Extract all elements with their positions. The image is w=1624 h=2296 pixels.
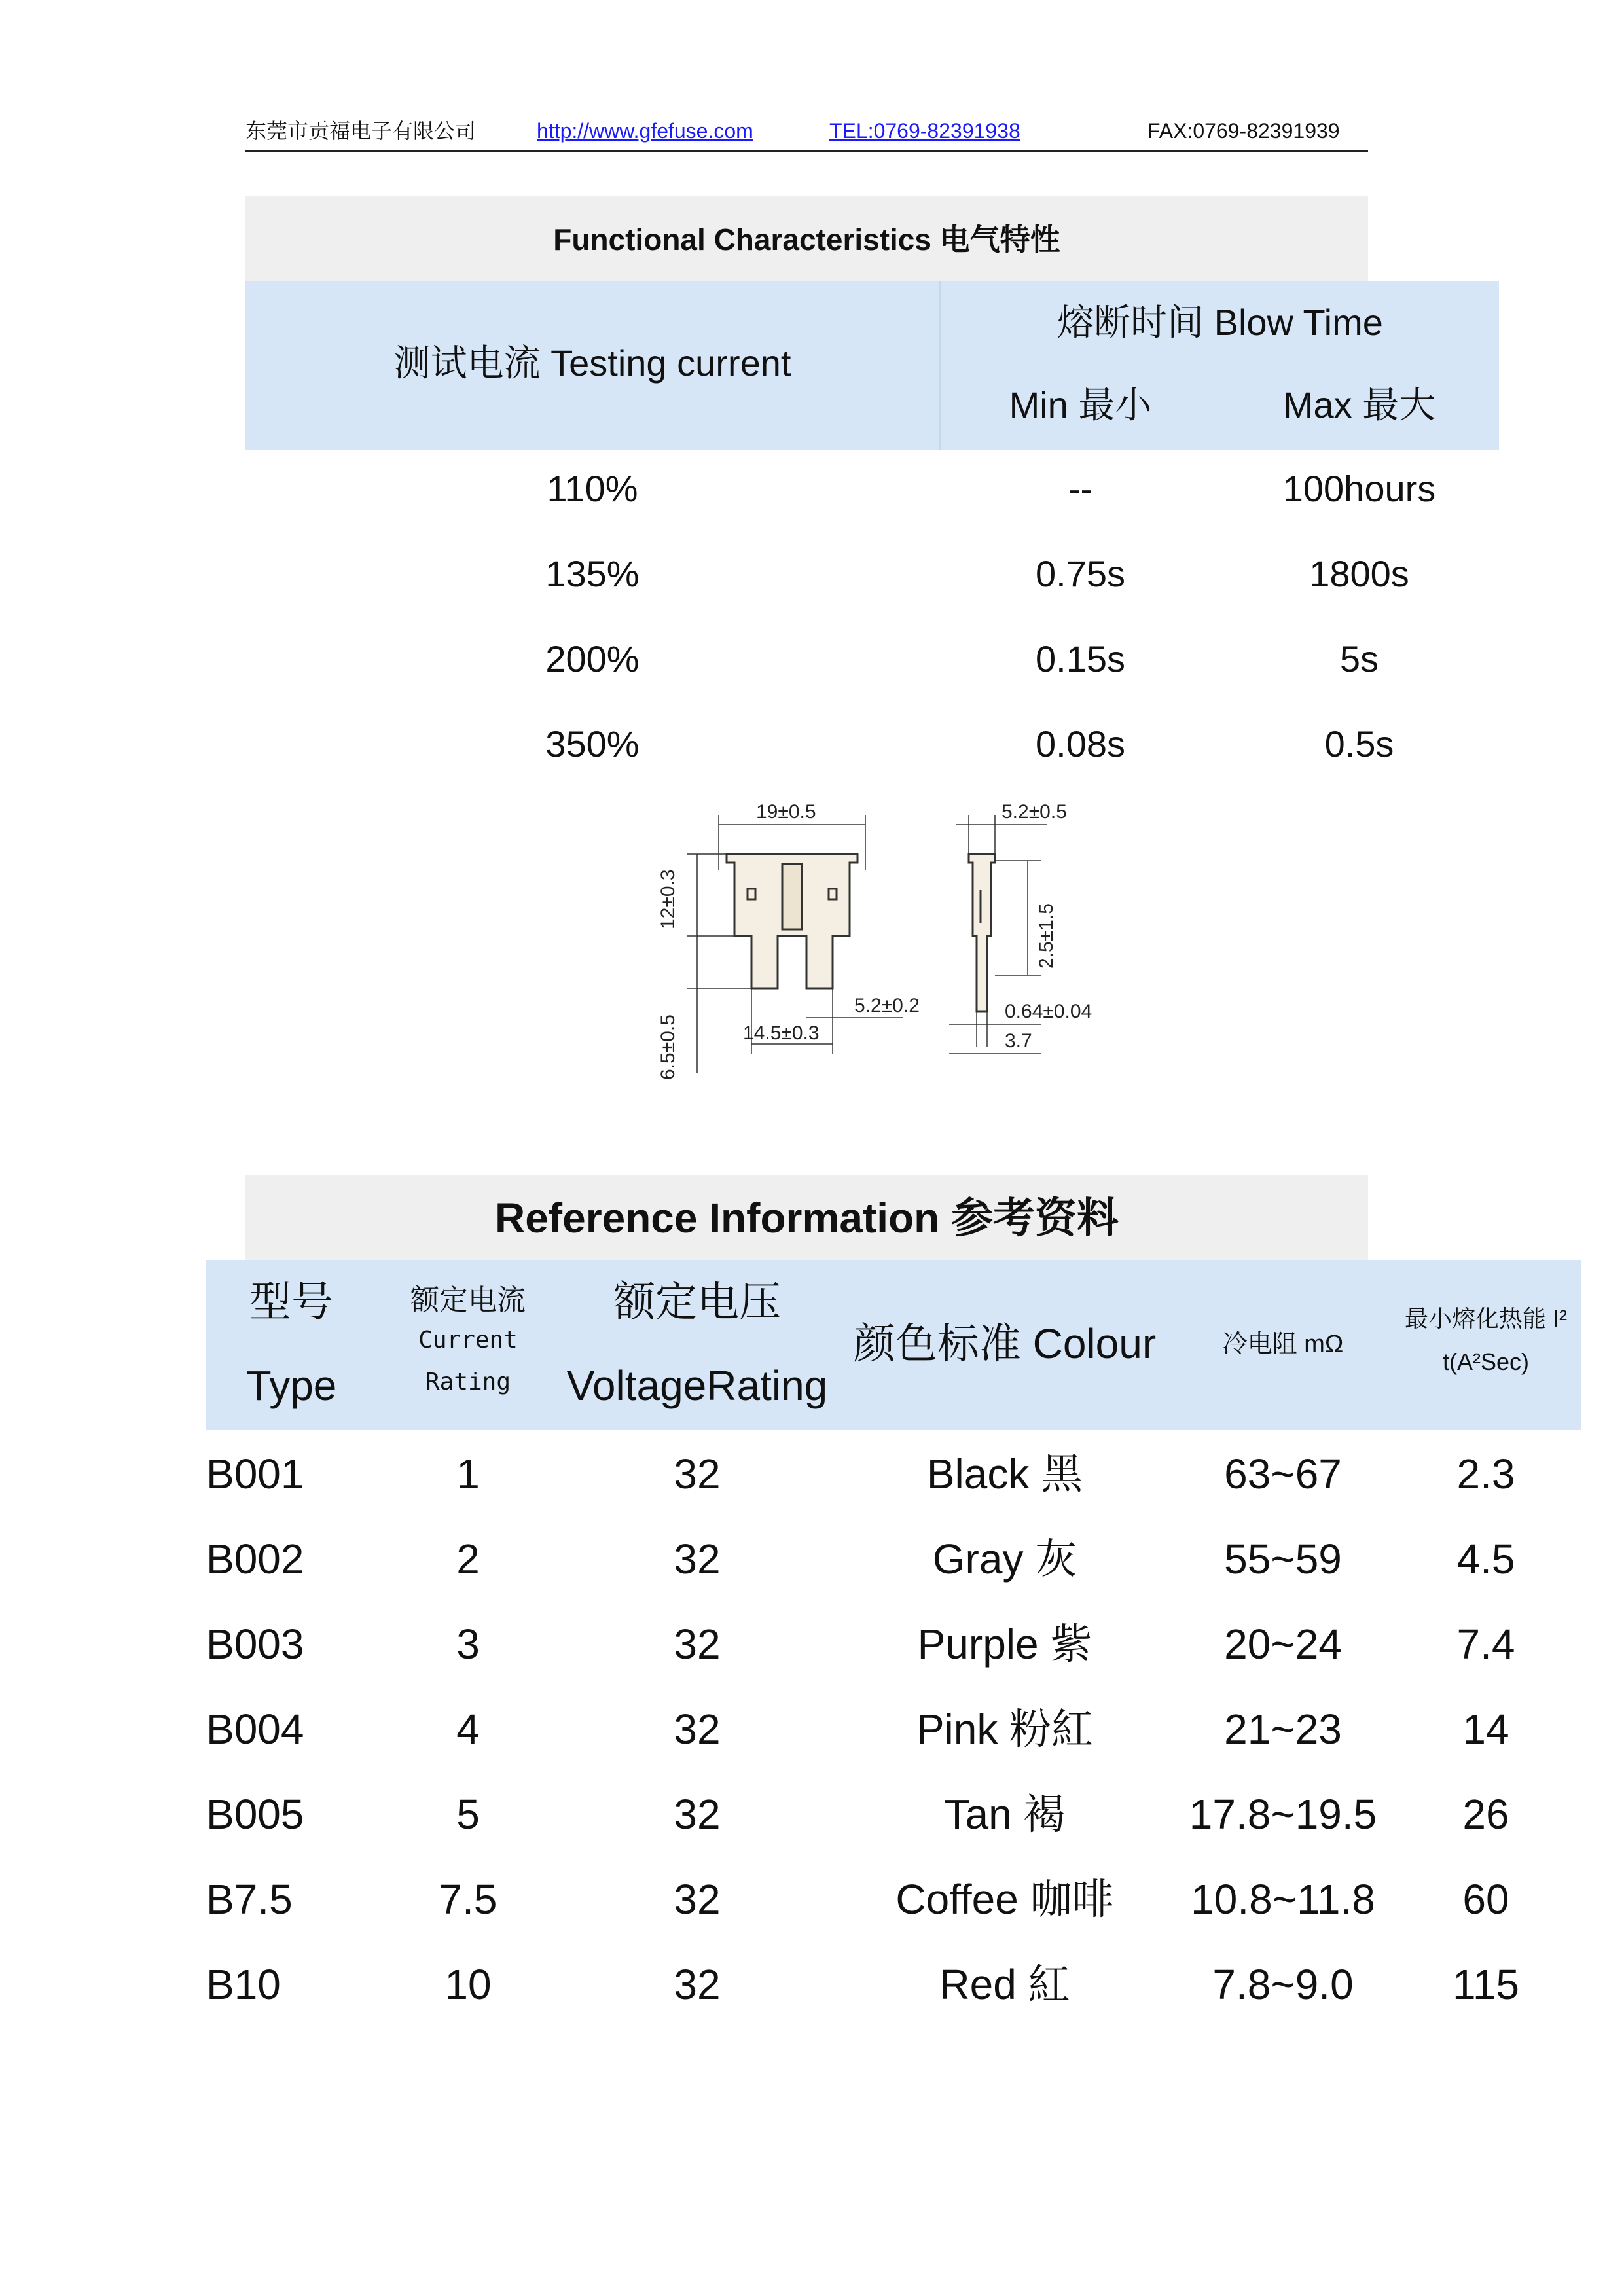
resistance-cell: 21~23 (1224, 1706, 1342, 1753)
tel-link[interactable]: TEL:0769-82391938 (829, 119, 1020, 143)
colour-cell: Purple 紫 (917, 1621, 1092, 1668)
type-cell: B004 (206, 1706, 304, 1753)
resistance-header: 冷电阻 mΩ (1222, 1331, 1344, 1358)
voltage-cell: 32 (674, 1961, 721, 2008)
testing-current-header: 测试电流 Testing current (393, 342, 791, 384)
current-cell: 5 (456, 1791, 480, 1838)
functional-title-band (245, 196, 1368, 281)
dim-blade-label: 0.64±0.04 (1005, 1001, 1092, 1022)
type-cell: B005 (206, 1791, 304, 1838)
melting-header-line1: 最小熔化热能 I² (1405, 1305, 1567, 1332)
functional-title: Functional Characteristics 电气特性 (553, 223, 1060, 257)
min-time-cell: -- (1068, 468, 1093, 509)
table-row (245, 620, 1499, 706)
table-row (206, 1518, 1581, 1604)
voltage-header-en: VoltageRating (566, 1362, 828, 1409)
dim-leg-span-label: 14.5±0.3 (743, 1022, 820, 1044)
max-time-cell: 1800s (1309, 553, 1409, 594)
dim-leg-width-label: 5.2±0.2 (854, 995, 920, 1016)
table-row (206, 1859, 1581, 1944)
min-time-cell: 0.75s (1036, 553, 1125, 594)
voltage-cell: 32 (674, 1791, 721, 1838)
table-row (245, 535, 1499, 620)
current-cell: 7.5 (439, 1876, 497, 1923)
min-time-cell: 0.15s (1036, 638, 1125, 679)
voltage-cell: 32 (674, 1450, 721, 1498)
i2t-cell: 115 (1452, 1961, 1520, 2008)
voltage-header-cn: 额定电压 (613, 1278, 781, 1325)
i2t-cell: 26 (1462, 1791, 1509, 1838)
voltage-cell: 32 (674, 1876, 721, 1923)
voltage-cell: 32 (674, 1535, 721, 1583)
dim-width-label: 19±0.5 (756, 801, 816, 823)
resistance-cell: 63~67 (1224, 1450, 1342, 1498)
resistance-cell: 10.8~11.8 (1191, 1876, 1375, 1923)
current-header-en2: Rating (425, 1369, 511, 1395)
resistance-cell: 17.8~19.5 (1189, 1791, 1377, 1838)
max-header: Max 最大 (1282, 384, 1436, 425)
current-cell: 3 (456, 1621, 480, 1668)
current-cell: 4 (456, 1706, 480, 1753)
current-header-en1: Current (418, 1327, 518, 1354)
fuse-dimension-drawing (641, 792, 1165, 1093)
voltage-cell: 32 (674, 1621, 721, 1668)
website-link[interactable]: http://www.gfefuse.com (537, 119, 753, 143)
reference-title-band (245, 1175, 1368, 1260)
table-row (206, 1604, 1581, 1689)
i2t-cell: 2.3 (1456, 1450, 1515, 1498)
i2t-cell: 60 (1462, 1876, 1509, 1923)
resistance-cell: 7.8~9.0 (1212, 1961, 1354, 2008)
type-cell: B7.5 (206, 1876, 293, 1923)
dim-terminal-label: 2.5±1.5 (1036, 903, 1057, 969)
table-row (206, 1774, 1581, 1859)
testing-current-cell: 200% (545, 638, 640, 679)
colour-cell: Pink 粉紅 (916, 1706, 1094, 1753)
i2t-cell: 14 (1462, 1706, 1509, 1753)
table-row (206, 1433, 1581, 1518)
min-time-cell: 0.08s (1036, 723, 1125, 764)
testing-current-cell: 350% (545, 723, 640, 764)
dim-leg-height-label: 6.5±0.5 (657, 1014, 679, 1080)
resistance-cell: 55~59 (1224, 1535, 1342, 1583)
type-header-cn: 型号 (249, 1278, 333, 1325)
type-cell: B002 (206, 1535, 304, 1583)
company-name: 东莞市贡福电子有限公司 (245, 118, 477, 143)
current-header-cn: 额定电流 (410, 1284, 526, 1316)
type-cell: B10 (206, 1961, 281, 2008)
blow-time-header: 熔断时间 Blow Time (1057, 302, 1383, 343)
colour-header: 颜色标准 Colour (853, 1320, 1157, 1367)
table-row (245, 706, 1499, 791)
type-cell: B003 (206, 1621, 304, 1668)
melting-header-line2: t(A²Sec) (1442, 1348, 1529, 1375)
colour-cell: Coffee 咖啡 (895, 1876, 1114, 1923)
current-cell: 1 (456, 1450, 480, 1498)
fax-number: FAX:0769-82391939 (1147, 119, 1340, 143)
table-row (206, 1689, 1581, 1774)
functional-table-header (245, 281, 1499, 450)
voltage-cell: 32 (674, 1706, 721, 1753)
max-time-cell: 5s (1339, 638, 1379, 679)
colour-cell: Red 紅 (939, 1961, 1070, 2008)
testing-current-cell: 135% (545, 553, 640, 594)
testing-current-cell: 110% (547, 468, 638, 509)
dim-depth-label: 3.7 (1005, 1030, 1032, 1052)
max-time-cell: 0.5s (1324, 723, 1394, 764)
reference-title: Reference Information 参考资料 (494, 1194, 1119, 1242)
colour-cell: Black 黑 (926, 1450, 1083, 1498)
resistance-cell: 20~24 (1224, 1621, 1342, 1668)
type-header-en: Type (245, 1362, 337, 1409)
current-cell: 10 (444, 1961, 492, 2008)
dim-body-height-label: 12±0.3 (657, 869, 679, 929)
table-row (206, 1944, 1581, 2029)
reference-table-header (206, 1260, 1581, 1430)
dim-thickness-label: 5.2±0.5 (1001, 801, 1067, 823)
table-row (245, 450, 1499, 535)
colour-cell: Tan 褐 (944, 1791, 1066, 1838)
min-header: Min 最小 (1009, 384, 1152, 425)
type-cell: B001 (206, 1450, 304, 1498)
colour-cell: Gray 灰 (932, 1535, 1077, 1583)
current-cell: 2 (456, 1535, 480, 1583)
max-time-cell: 100hours (1282, 468, 1436, 509)
i2t-cell: 7.4 (1456, 1621, 1515, 1668)
page-header (245, 117, 1368, 152)
i2t-cell: 4.5 (1456, 1535, 1515, 1583)
